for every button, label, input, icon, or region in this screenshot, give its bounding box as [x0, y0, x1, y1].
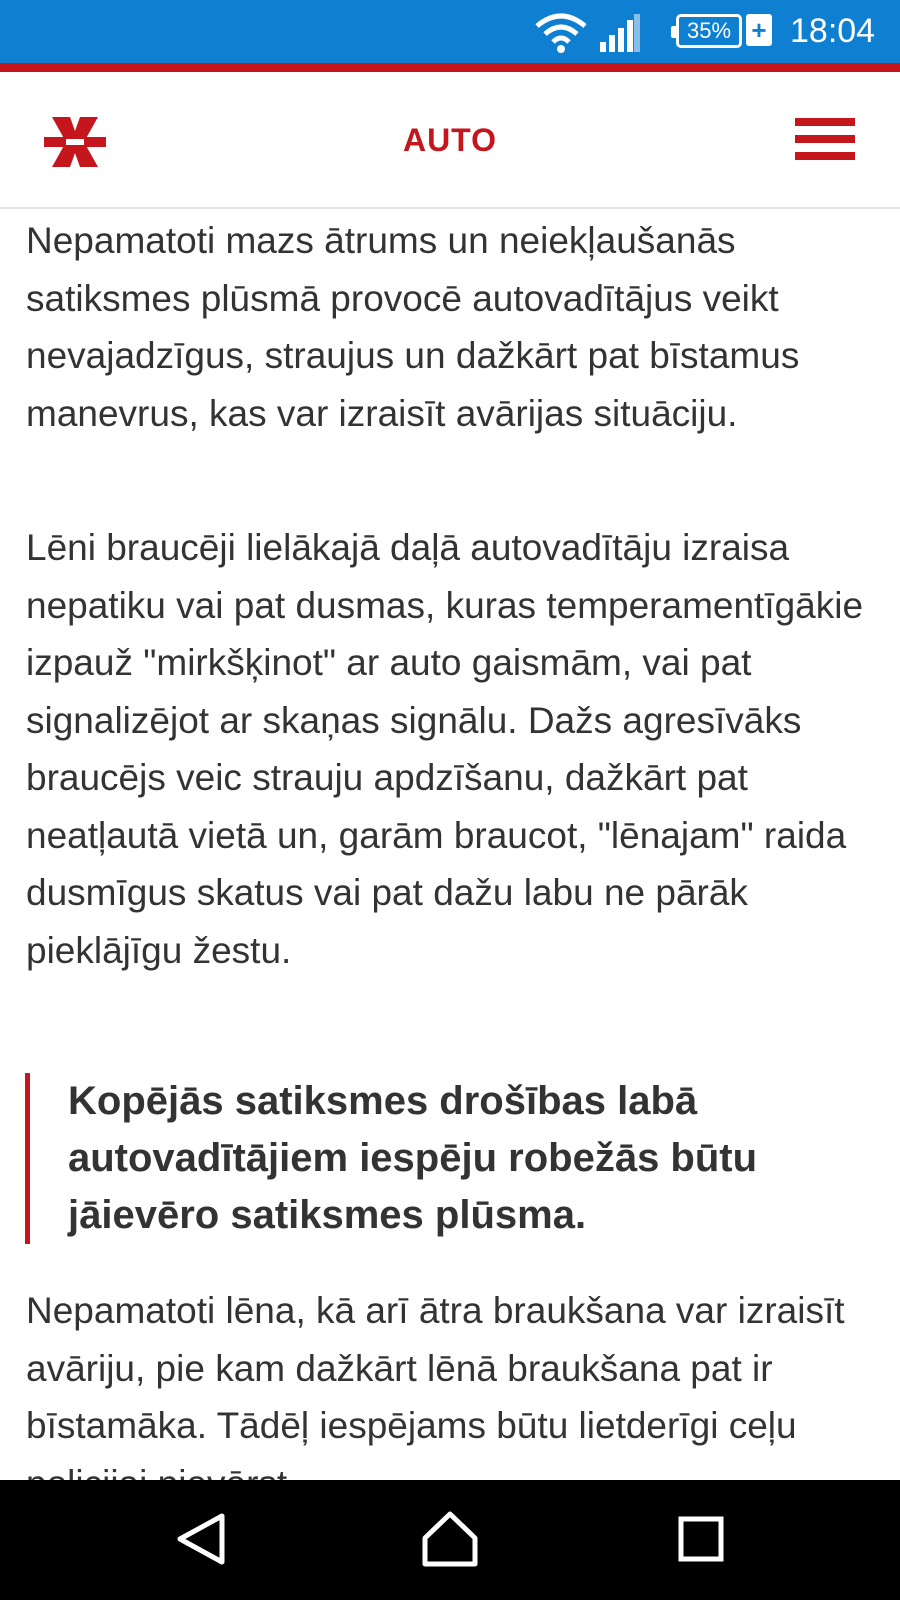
charging-plus-icon: +	[746, 14, 772, 46]
recent-apps-icon[interactable]	[666, 1504, 736, 1574]
home-icon[interactable]	[415, 1504, 485, 1574]
article-paragraph: Lēni braucēji lielākajā daļā autovadītāju izraisa nepatiku vai pat dusmas, kuras temperamentīgākie izpauž "mirkšķinot" ar auto gaismām, vai pat signalizējot ar skaņas signālu. Dažs agresīvāks braucējs veic strauju apdzīšanu, dažkārt pat neatļautā vietā un, garām braucot, "lēnajam" raida dusmīgus skatus vai pat dažu labu ne pārāk pieklājīgu žestu.	[26, 527, 864, 971]
navigation-bar	[0, 1480, 900, 1600]
article-paragraph: Nepamatoti lēna, kā arī ātra braukšana var izraisīt avāriju, pie kam dažkārt lēnā braukšana pat ir bīstamāka. Tādēļ iespējams būtu lietderīgi ceļu	[26, 1290, 845, 1446]
hamburger-menu-icon[interactable]	[795, 118, 855, 166]
status-bar	[0, 0, 900, 63]
accent-divider	[0, 63, 900, 72]
wifi-icon	[535, 12, 587, 54]
battery-percentage: 35%	[686, 18, 732, 43]
clock: 18:04	[790, 12, 876, 50]
article-paragraph: Nepamatoti mazs ātrums un neiekļaušanās satiksmes plūsmā provocē autovadītājus veikt nevajadzīgus, straujus un dažkārt pat bīstamus manevrus, kas var izraisīt avārijas situāciju.	[26, 220, 800, 434]
cell-signal-icon	[600, 14, 640, 52]
pull-quote-text: Kopējās satiksmes drošības labā autovadītājiem iespēju robežās būtu jāievēro satiksmes plūsma.	[68, 1079, 758, 1237]
back-icon[interactable]	[166, 1504, 236, 1574]
battery-icon	[676, 14, 742, 48]
pull-quote	[25, 1073, 875, 1244]
section-title: AUTO	[402, 122, 498, 158]
article-content[interactable]	[0, 209, 900, 1480]
app-bar	[0, 72, 900, 209]
